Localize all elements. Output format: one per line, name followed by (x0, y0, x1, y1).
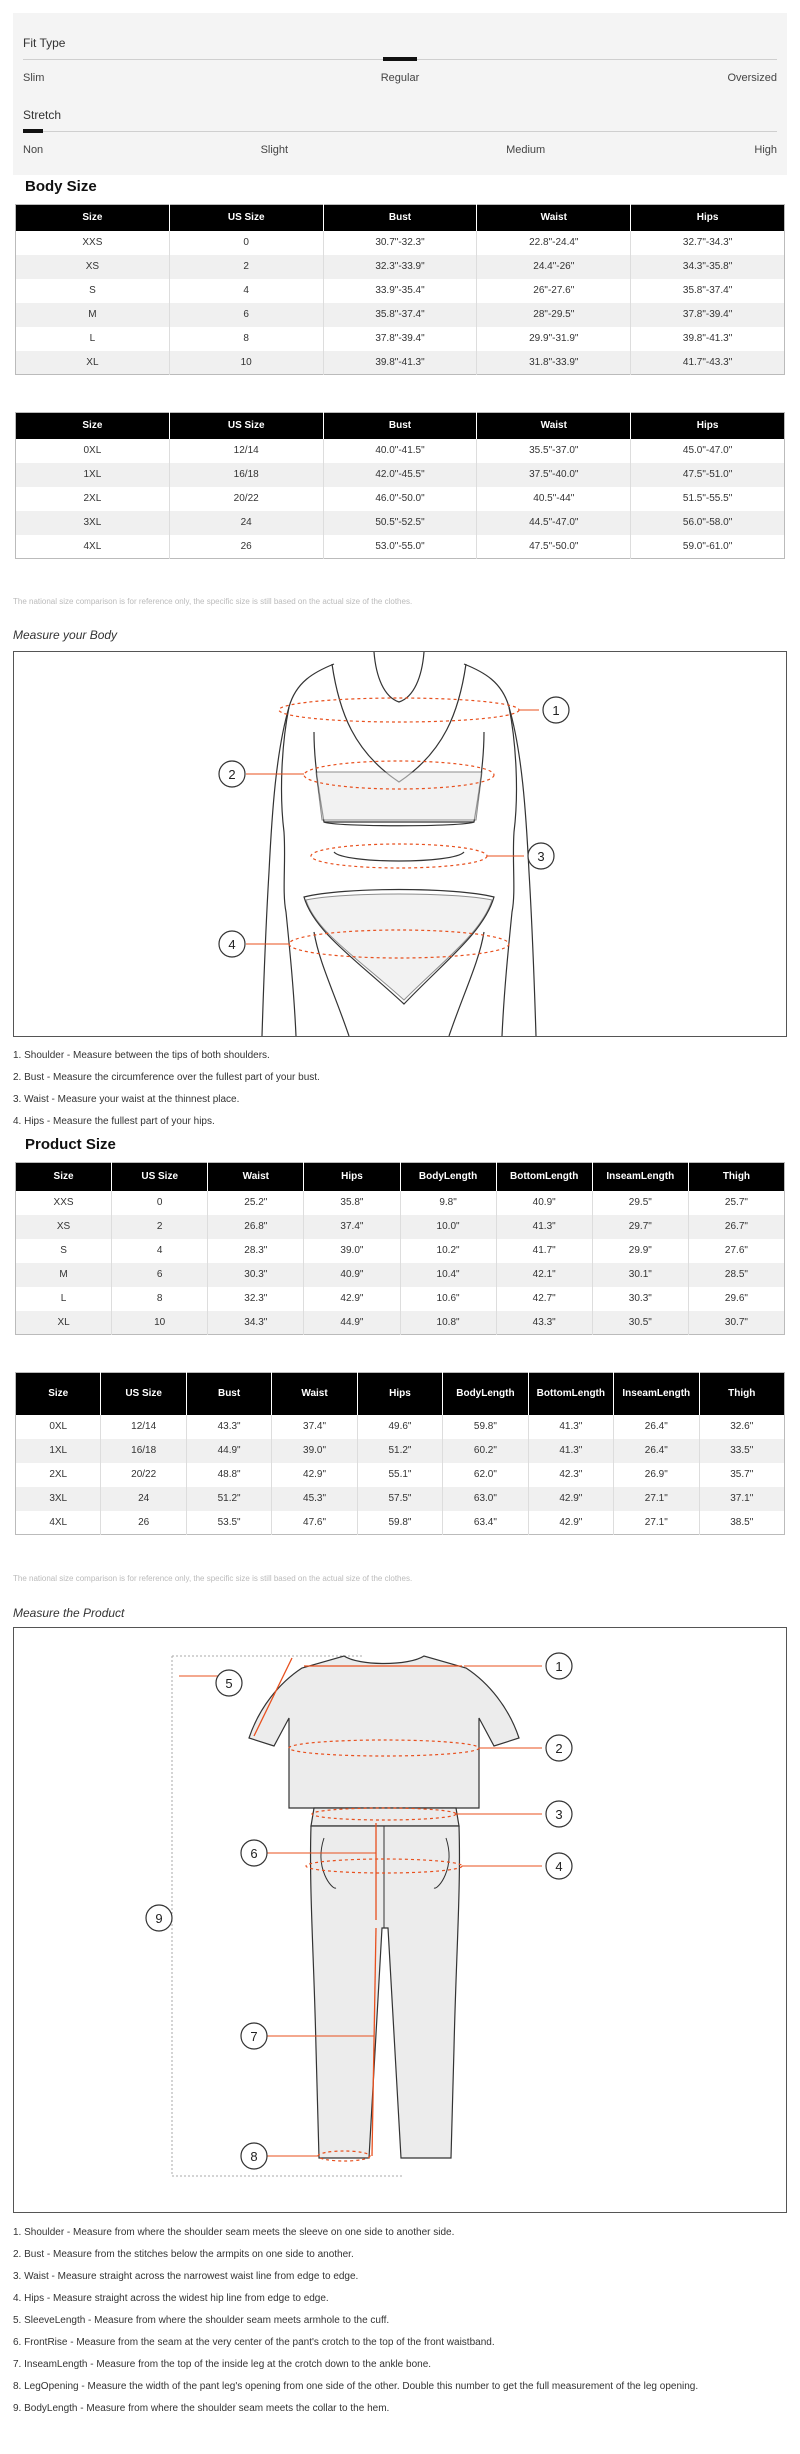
table-cell: 39.8"-41.3" (631, 327, 785, 351)
table-cell: 44.5"-47.0" (477, 511, 631, 535)
product-instruction-5: 5. SleeveLength - Measure from where the shoulder seam meets armhole to the cuff. (13, 2315, 390, 2326)
product-marker-4-label: 4 (555, 1859, 563, 1874)
table-cell: 10.6" (400, 1287, 496, 1311)
fit-type-title: Fit Type (23, 36, 66, 50)
column-header: BodyLength (443, 1373, 528, 1415)
table-cell: 0 (112, 1191, 208, 1215)
table-cell: 37.8"-39.4" (323, 327, 477, 351)
table-cell: 48.8" (186, 1463, 271, 1487)
column-header: Hips (631, 413, 785, 439)
column-header: InseamLength (614, 1373, 699, 1415)
table-cell: 41.3" (528, 1439, 613, 1463)
table-header-row (16, 1373, 785, 1415)
table-cell: 26.4" (614, 1439, 699, 1463)
table-cell: 29.9"-31.9" (477, 327, 631, 351)
table-cell: 37.1" (699, 1487, 785, 1511)
body-size-table (15, 204, 785, 375)
table-cell: 8 (169, 327, 323, 351)
table-cell: 10.4" (400, 1263, 496, 1287)
table-cell: 63.4" (443, 1511, 528, 1535)
waistband (311, 1808, 459, 1826)
table-cell: 40.9" (496, 1191, 592, 1215)
product-instruction-2: 2. Bust - Measure from the stitches below the armpits on one side to another. (13, 2249, 354, 2260)
table-cell: 28.3" (208, 1239, 304, 1263)
table-cell: 46.0"-50.0" (323, 487, 477, 511)
table-cell: 29.9" (592, 1239, 688, 1263)
column-header: Waist (477, 413, 631, 439)
table-cell: 47.5"-51.0" (631, 463, 785, 487)
product-size-title: Product Size (25, 1136, 116, 1153)
stretch-marker (23, 129, 43, 133)
table-cell: 20/22 (169, 487, 323, 511)
fit-panel (13, 13, 787, 175)
table-cell: 47.6" (272, 1511, 357, 1535)
table-cell: 53.5" (186, 1511, 271, 1535)
table-cell: S (89, 285, 96, 296)
table-cell: XXS (82, 237, 103, 248)
body-marker-2-label: 2 (228, 767, 236, 782)
table-cell: 0XL (49, 1421, 68, 1432)
table-row (16, 303, 785, 327)
table-cell: 47.5"-50.0" (477, 535, 631, 559)
table-row (16, 1287, 785, 1311)
column-header: Size (16, 413, 170, 439)
fit-label-slim: Slim (23, 72, 45, 84)
body-marker-1-label: 1 (552, 703, 560, 718)
table-cell: 41.3" (496, 1215, 592, 1239)
table-cell: 27.1" (614, 1487, 699, 1511)
product-instruction-1: 1. Shoulder - Measure from where the shoulder seam meets the sleeve on one side to another side. (13, 2227, 455, 2238)
product-instruction-9: 9. BodyLength - Measure from where the shoulder seam meets the collar to the hem. (13, 2403, 390, 2414)
table-cell: 10.2" (400, 1239, 496, 1263)
table-cell: 42.3" (528, 1463, 613, 1487)
column-header: Size (16, 1373, 101, 1415)
table-cell: 3XL (16, 511, 170, 535)
navel-line (334, 852, 464, 861)
table-cell: 16/18 (101, 1439, 186, 1463)
table-cell: 39.0" (272, 1439, 357, 1463)
fit-type-scale (23, 23, 777, 95)
table-cell: 42.9" (304, 1287, 400, 1311)
table-cell: 40.9" (304, 1263, 400, 1287)
fit-label-regular: Regular (380, 72, 420, 84)
column-header: Bust (323, 413, 477, 439)
table-row (16, 1487, 785, 1511)
fit-label-oversized: Oversized (727, 72, 777, 84)
table-cell: 53.0"-55.0" (323, 535, 477, 559)
product-size-note: The national size comparison is for reference only, the specific size is still based on the actual size of the clothes. (13, 1574, 413, 1583)
table-row (16, 351, 785, 375)
table-cell: 42.9" (528, 1487, 613, 1511)
table-row (16, 439, 785, 463)
panty-fill (306, 894, 492, 1000)
column-header: InseamLength (592, 1163, 688, 1191)
table-cell: 57.5" (357, 1487, 442, 1511)
product-instruction-6: 6. FrontRise - Measure from the seam at the very center of the pant's crotch to the top of the front waistband. (13, 2337, 495, 2348)
stretch-track (23, 131, 777, 132)
table-cell: 24 (101, 1487, 186, 1511)
table-cell: 30.1" (592, 1263, 688, 1287)
table-cell: 33.9"-35.4" (323, 279, 477, 303)
body-instruction-1: 1. Shoulder - Measure between the tips of both shoulders. (13, 1050, 270, 1061)
table-cell: 28"-29.5" (477, 303, 631, 327)
table-cell: 43.3" (496, 1311, 592, 1335)
table-cell: 41.7"-43.3" (631, 351, 785, 375)
body-size-note: The national size comparison is for reference only, the specific size is still based on the actual size of the clothes. (13, 597, 413, 606)
table-cell: 4 (169, 279, 323, 303)
bra-fill (316, 772, 482, 820)
table-cell: 10 (169, 351, 323, 375)
body-instruction-2: 2. Bust - Measure the circumference over the fullest part of your bust. (13, 1072, 320, 1083)
waist-measure-line (311, 844, 487, 868)
table-cell: 4XL (83, 540, 102, 552)
table-cell: 10.8" (400, 1311, 496, 1335)
table-cell: 26.9" (614, 1463, 699, 1487)
table-cell: 37.8"-39.4" (631, 303, 785, 327)
table-row (16, 1191, 785, 1215)
body-size-title: Body Size (25, 178, 97, 195)
table-cell: 1XL (16, 463, 170, 487)
table-cell: 6 (169, 303, 323, 327)
table-cell: 26 (101, 1511, 186, 1535)
table-cell: 25.7" (688, 1191, 784, 1215)
table-header-row (16, 413, 785, 439)
table-cell: 10 (112, 1311, 208, 1335)
right-arm-outline (509, 707, 536, 1036)
table-cell: 32.3"-33.9" (323, 255, 477, 279)
product-marker-3-label: 3 (555, 1807, 563, 1822)
table-cell: 50.5"-52.5" (323, 511, 477, 535)
product-marker-5-label: 5 (225, 1676, 233, 1691)
column-header: US Size (169, 205, 323, 231)
product-marker-9-label: 9 (155, 1911, 163, 1926)
product-figure (14, 1628, 786, 2212)
table-cell: S (60, 1245, 67, 1256)
product-instruction-8: 8. LegOpening - Measure the width of the pant leg's opening from one side of the other. Double this number to get the full measurement of the leg opening. (13, 2381, 699, 2392)
table-row (16, 1415, 785, 1439)
table-cell: 24.4"-26" (477, 255, 631, 279)
table-cell: XS (16, 1215, 112, 1239)
table-cell: 41.7" (496, 1239, 592, 1263)
column-header: US Size (169, 413, 323, 439)
table-cell: 42.9" (528, 1511, 613, 1535)
body-marker-3-label: 3 (537, 849, 545, 864)
product-marker-2-label: 2 (555, 1741, 563, 1756)
body-marker-4-label: 4 (228, 937, 236, 952)
column-header: Hips (357, 1373, 442, 1415)
table-row (16, 255, 785, 279)
product-instruction-4: 4. Hips - Measure straight across the widest hip line from edge to edge. (13, 2293, 329, 2304)
table-cell: L (60, 1293, 67, 1304)
table-row (16, 279, 785, 303)
table-row (16, 1311, 785, 1335)
product-diagram (13, 1627, 787, 2213)
table-row (16, 1263, 785, 1287)
table-cell: 59.0"-61.0" (631, 535, 785, 559)
column-header: BottomLength (528, 1373, 613, 1415)
table-cell: 32.3" (208, 1287, 304, 1311)
table-cell: 37.4" (304, 1215, 400, 1239)
table-cell: 12/14 (101, 1415, 186, 1439)
table-cell: 0 (169, 231, 323, 255)
table-cell: 56.0"-58.0" (631, 511, 785, 535)
product-instruction-3: 3. Waist - Measure straight across the narrowest waist line from edge to edge. (13, 2271, 359, 2282)
body-size-plus-table (15, 412, 785, 559)
table-cell: 42.1" (496, 1263, 592, 1287)
table-cell: 26.4" (614, 1415, 699, 1439)
table-cell: 60.2" (443, 1439, 528, 1463)
fit-type-labels (23, 72, 777, 86)
table-cell: 40.0"-41.5" (323, 439, 477, 463)
table-cell: 37.5"-40.0" (477, 463, 631, 487)
left-arm-outline (262, 707, 289, 1036)
table-cell: 62.0" (443, 1463, 528, 1487)
table-row (16, 511, 785, 535)
table-cell: 35.5"-37.0" (477, 439, 631, 463)
product-size-plus-table (15, 1372, 785, 1535)
body-instruction-3: 3. Waist - Measure your waist at the thinnest place. (13, 1094, 240, 1105)
table-cell: 30.7"-32.3" (323, 231, 477, 255)
stretch-labels (23, 144, 777, 158)
table-cell: 30.3" (592, 1287, 688, 1311)
table-cell: 59.8" (443, 1415, 528, 1439)
table-cell: 35.8" (304, 1191, 400, 1215)
table-cell: 29.6" (688, 1287, 784, 1311)
fit-type-marker (383, 57, 417, 61)
table-cell: 6 (112, 1263, 208, 1287)
table-cell: 24 (169, 511, 323, 535)
table-cell: 28.5" (688, 1263, 784, 1287)
table-cell: 42.9" (272, 1463, 357, 1487)
product-marker-8-label: 8 (250, 2149, 258, 2164)
table-cell: 30.5" (592, 1311, 688, 1335)
table-cell: 40.5"-44" (477, 487, 631, 511)
body-instruction-4: 4. Hips - Measure the fullest part of your hips. (13, 1116, 215, 1127)
table-header-row (16, 1163, 785, 1191)
column-header: Bust (323, 205, 477, 231)
measure-body-heading: Measure your Body (13, 628, 118, 642)
table-row (16, 1239, 785, 1263)
product-marker-1-label: 1 (555, 1659, 563, 1674)
table-cell: 39.8"-41.3" (323, 351, 477, 375)
column-header: US Size (112, 1163, 208, 1191)
table-cell: 33.5" (699, 1439, 785, 1463)
column-header: Waist (208, 1163, 304, 1191)
table-cell: 32.7"-34.3" (631, 231, 785, 255)
column-header: Size (16, 205, 170, 231)
column-header: BodyLength (400, 1163, 496, 1191)
product-size-table (15, 1162, 785, 1335)
table-row (16, 1463, 785, 1487)
table-cell: 25.2" (208, 1191, 304, 1215)
table-cell: 29.5" (592, 1191, 688, 1215)
table-cell: 35.8"-37.4" (323, 303, 477, 327)
table-cell: 41.3" (528, 1415, 613, 1439)
table-cell: 2 (112, 1215, 208, 1239)
table-cell: XXS (53, 1197, 74, 1208)
product-marker-6-label: 6 (250, 1846, 258, 1861)
table-row (16, 327, 785, 351)
table-cell: 2XL (83, 493, 102, 504)
column-header: Waist (477, 205, 631, 231)
table-cell: 30.3" (208, 1263, 304, 1287)
table-cell: 16/18 (169, 463, 323, 487)
table-cell: 9.8" (400, 1191, 496, 1215)
table-cell: 51.2" (357, 1439, 442, 1463)
top-outline (249, 1656, 519, 1808)
table-cell: 59.8" (357, 1511, 442, 1535)
table-cell: 30.7" (688, 1311, 784, 1335)
column-header: Bust (186, 1373, 271, 1415)
stretch-label-non: Non (23, 144, 44, 156)
table-cell: 26"-27.6" (477, 279, 631, 303)
table-cell: 43.3" (186, 1415, 271, 1439)
table-cell: 26.8" (208, 1215, 304, 1239)
table-cell: 34.3"-35.8" (631, 255, 785, 279)
pants-outline (311, 1826, 460, 2158)
table-cell: 35.8"-37.4" (631, 279, 785, 303)
table-cell: 3XL (16, 1487, 101, 1511)
table-header-row (16, 205, 785, 231)
table-cell: L (89, 333, 96, 344)
table-cell: 26.7" (688, 1215, 784, 1239)
table-cell: 63.0" (443, 1487, 528, 1511)
column-header: Hips (631, 205, 785, 231)
product-instruction-7: 7. InseamLength - Measure from the top of the inside leg at the crotch down to the ankle bone. (13, 2359, 432, 2370)
table-cell: 49.6" (357, 1415, 442, 1439)
table-cell: XS (16, 255, 170, 279)
table-row (16, 487, 785, 511)
table-cell: 4XL (49, 1516, 68, 1528)
column-header: Thigh (688, 1163, 784, 1191)
table-row (16, 1511, 785, 1535)
table-cell: 27.1" (614, 1511, 699, 1535)
table-cell: 35.7" (699, 1463, 785, 1487)
body-diagram (13, 651, 787, 1037)
product-marker-7-label: 7 (250, 2029, 258, 2044)
table-cell: XL (16, 351, 170, 375)
table-cell: 45.3" (272, 1487, 357, 1511)
table-cell: 26 (169, 535, 323, 559)
table-cell: 45.0"-47.0" (631, 439, 785, 463)
column-header: BottomLength (496, 1163, 592, 1191)
table-cell: 2 (169, 255, 323, 279)
table-cell: 20/22 (101, 1463, 186, 1487)
table-cell: M (16, 303, 170, 327)
table-cell: 34.3" (208, 1311, 304, 1335)
body-figure (14, 652, 786, 1036)
table-cell: 1XL (16, 1439, 101, 1463)
stretch-label-high: High (754, 144, 777, 156)
bra-straps (332, 664, 466, 782)
table-row (16, 1439, 785, 1463)
column-header: Size (16, 1163, 112, 1191)
table-cell: 44.9" (304, 1311, 400, 1335)
table-cell: XL (16, 1311, 112, 1335)
table-row (16, 535, 785, 559)
table-cell: 10.0" (400, 1215, 496, 1239)
table-row (16, 1215, 785, 1239)
table-cell: 51.2" (186, 1487, 271, 1511)
column-header: US Size (101, 1373, 186, 1415)
table-cell: 55.1" (357, 1463, 442, 1487)
table-cell: 4 (112, 1239, 208, 1263)
table-cell: 29.7" (592, 1215, 688, 1239)
table-cell: 27.6" (688, 1239, 784, 1263)
table-cell: M (16, 1263, 112, 1287)
table-cell: 38.5" (699, 1511, 785, 1535)
table-cell: 42.0"-45.5" (323, 463, 477, 487)
table-row (16, 231, 785, 255)
stretch-title: Stretch (23, 108, 62, 122)
column-header: Waist (272, 1373, 357, 1415)
stretch-scale (23, 95, 777, 167)
table-cell: 32.6" (699, 1415, 785, 1439)
table-cell: 2XL (49, 1469, 68, 1480)
table-cell: 0XL (83, 445, 102, 456)
stretch-label-medium: Medium (506, 144, 546, 156)
table-row (16, 463, 785, 487)
table-cell: 39.0" (304, 1239, 400, 1263)
neck-outline (374, 652, 424, 702)
stretch-label-slight: Slight (260, 144, 289, 156)
table-cell: 12/14 (169, 439, 323, 463)
table-cell: 22.8"-24.4" (477, 231, 631, 255)
table-cell: 44.9" (186, 1439, 271, 1463)
table-cell: 8 (112, 1287, 208, 1311)
table-cell: 37.4" (272, 1415, 357, 1439)
table-cell: 51.5"-55.5" (631, 487, 785, 511)
column-header: Hips (304, 1163, 400, 1191)
column-header: Thigh (699, 1373, 785, 1415)
measure-product-heading: Measure the Product (13, 1606, 125, 1620)
table-cell: 31.8"-33.9" (477, 351, 631, 375)
table-cell: 42.7" (496, 1287, 592, 1311)
